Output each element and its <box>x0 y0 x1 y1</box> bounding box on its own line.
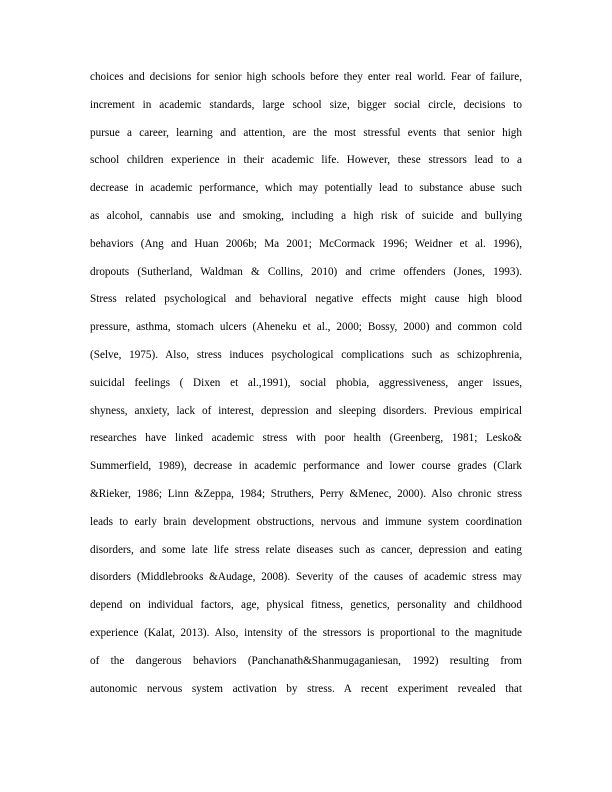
text-line: researches have linked academic stress with poor health (Greenberg, 1981; Lesko& <box>90 432 522 445</box>
text-line: shyness, anxiety, lack of interest, depression and sleeping disorders. Previous empirical <box>90 404 522 417</box>
text-line: suicidal feelings ( Dixen et al.,1991), social phobia, aggressiveness, anger issues, <box>90 376 522 389</box>
text-line: as alcohol, cannabis use and smoking, including a high risk of suicide and bullying <box>90 209 522 222</box>
text-line: increment in academic standards, large school size, bigger social circle, decisions to <box>90 98 522 111</box>
text-line: autonomic nervous system activation by stress. A recent experiment revealed that <box>90 682 522 695</box>
text-line: (Selve, 1975). Also, stress induces psychological complications such as schizophrenia, <box>90 348 522 361</box>
text-line: of the dangerous behaviors (Panchanath&Shanmugaganiesan, 1992) resulting from <box>90 654 522 667</box>
text-line: behaviors (Ang and Huan 2006b; Ma 2001; McCormack 1996; Weidner et al. 1996), <box>90 237 522 250</box>
text-line: decrease in academic performance, which may potentially lead to substance abuse such <box>90 182 522 195</box>
text-line: depend on individual factors, age, physical fitness, genetics, personality and childhood <box>90 599 522 612</box>
text-line: disorders (Middlebrooks &Audage, 2008). Severity of the causes of academic stress may <box>90 571 522 584</box>
body-paragraph <box>90 67 522 706</box>
text-line: leads to early brain development obstructions, nervous and immune system coordination <box>90 515 522 528</box>
text-line: pursue a career, learning and attention, are the most stressful events that senior high <box>90 126 522 139</box>
text-line: school children experience in their academic life. However, these stressors lead to a <box>90 154 522 167</box>
text-line: Summerfield, 1989), decrease in academic performance and lower course grades (Clark <box>90 460 522 473</box>
text-line: experience (Kalat, 2013). Also, intensity of the stressors is proportional to the magnitude <box>90 626 522 639</box>
text-line: choices and decisions for senior high schools before they enter real world. Fear of failure, <box>90 71 522 83</box>
text-line: disorders, and some late life stress relate diseases such as cancer, depression and eating <box>90 543 522 556</box>
text-line: &Rieker, 1986; Linn &Zeppa, 1984; Struthers, Perry &Menec, 2000). Also chronic stress <box>90 487 522 500</box>
text-line: pressure, asthma, stomach ulcers (Aheneku et al., 2000; Bossy, 2000) and common cold <box>90 321 522 334</box>
text-line: Stress related psychological and behavioral negative effects might cause high blood <box>90 293 522 306</box>
text-line: dropouts (Sutherland, Waldman & Collins, 2010) and crime offenders (Jones, 1993). <box>90 265 522 278</box>
